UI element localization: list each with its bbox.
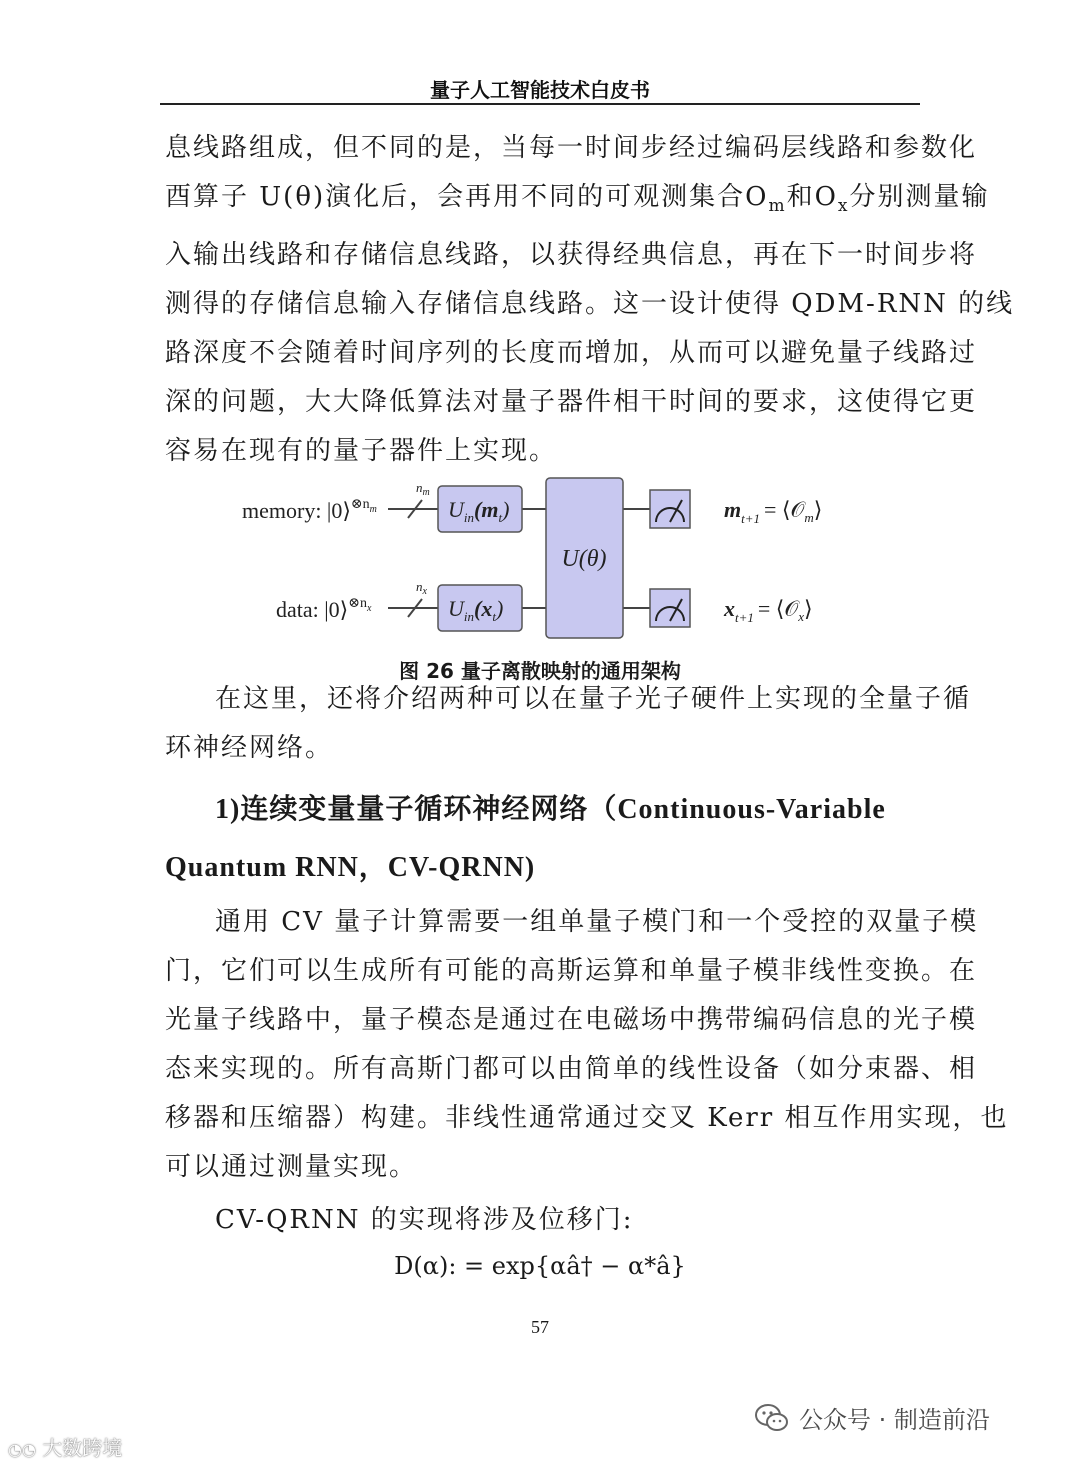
- section-heading-line2: Quantum RNN，CV-QRNN): [165, 852, 536, 883]
- paragraph-transition: [165, 675, 972, 773]
- wire-width-x: $n_x$: [416, 579, 427, 597]
- memory-output-label: $m_{t+1}$ = ⟨𝒪$_m$⟩: [724, 497, 823, 526]
- text-line: 息线路组成，但不同的是，当每一时间步经过编码层线路和参数化: [165, 133, 978, 163]
- observable-m: $O_m$: [745, 182, 787, 216]
- paragraph-cv-computing: [165, 898, 1009, 1192]
- text-line: 态来实现的。所有高斯门都可以由简单的线性设备（如分束器、相: [165, 1054, 978, 1084]
- displacement-formula: D(α): = exp{αâ† − α*â}: [394, 1252, 686, 1280]
- text-line: 入输出线路和存储信息线路，以获得经典信息，再在下一时间步将: [165, 240, 978, 270]
- encoding-gate-memory-label: $U_{in}(m_t)$: [448, 497, 510, 525]
- text-line: 环神经网络。: [165, 733, 334, 763]
- text-line: 门，它们可以生成所有可能的高斯运算和单量子模非线性变换。在: [165, 956, 978, 986]
- text-line: 深的问题，大大降低算法对量子器件相干时间的要求，这使得它更: [165, 387, 978, 417]
- paragraph-intro: [165, 124, 1015, 476]
- watermark-left: ◔◔ 大数跨境: [8, 1436, 123, 1460]
- page-number: 57: [531, 1317, 549, 1337]
- wire-width-m: $n_m$: [416, 480, 430, 498]
- text-line: 容易在现有的量子器件上实现。: [165, 436, 558, 466]
- page-header: 量子人工智能技术白皮书: [430, 78, 650, 102]
- data-output-label: $x_{t+1}$ = ⟨𝒪$_x$⟩: [724, 596, 813, 625]
- figure-caption: 图 26 量子离散映射的通用架构: [399, 659, 681, 683]
- text-line: 通用 CV 量子计算需要一组单量子模门和一个受控的双量子模: [215, 907, 979, 937]
- text-line: 可以通过测量实现。: [165, 1152, 418, 1182]
- wechat-icon: [755, 1403, 789, 1433]
- parametrized-unitary-label: U(θ): [561, 546, 607, 572]
- paragraph-displacement-intro: CV-QRNN 的实现将涉及位移门:: [215, 1205, 634, 1235]
- text-line: 光量子线路中，量子模态是通过在电磁场中携带编码信息的光子模: [165, 1005, 978, 1035]
- text-line: 移器和压缩器）构建。非线性通常通过交叉 Kerr 相互作用实现，也: [165, 1103, 1009, 1133]
- encoding-gate-data-label: $U_{in}(x_t)$: [448, 596, 504, 624]
- observable-x: $O_x$: [814, 182, 850, 216]
- text-line: 在这里，还将介绍两种可以在量子光子硬件上实现的全量子循: [215, 684, 972, 714]
- data-register-label: data: |0⟩$^{\otimes n}$x: [276, 596, 372, 622]
- text-line: 路深度不会随着时间序列的长度而增加，从而可以避免量子线路过: [165, 338, 978, 368]
- text-line: 测得的存储信息输入存储信息线路。这一设计使得 QDM-RNN 的线: [165, 289, 1015, 319]
- memory-register-label: memory: |0⟩$^{\otimes n}$m: [242, 497, 377, 523]
- watermark-right: 公众号 · 制造前沿: [755, 1400, 990, 1435]
- watermark-logo-icon: ◔◔: [8, 1440, 36, 1459]
- section-heading-line1: 1)连续变量量子循环神经网络（Continuous-Variable: [215, 794, 886, 825]
- header-divider: [160, 103, 920, 105]
- quantum-circuit-diagram: [238, 472, 848, 644]
- text-line: 酉算子 U(θ)演化后，会再用不同的可观测集合$O_m$和$O_x$分别测量输: [165, 182, 990, 216]
